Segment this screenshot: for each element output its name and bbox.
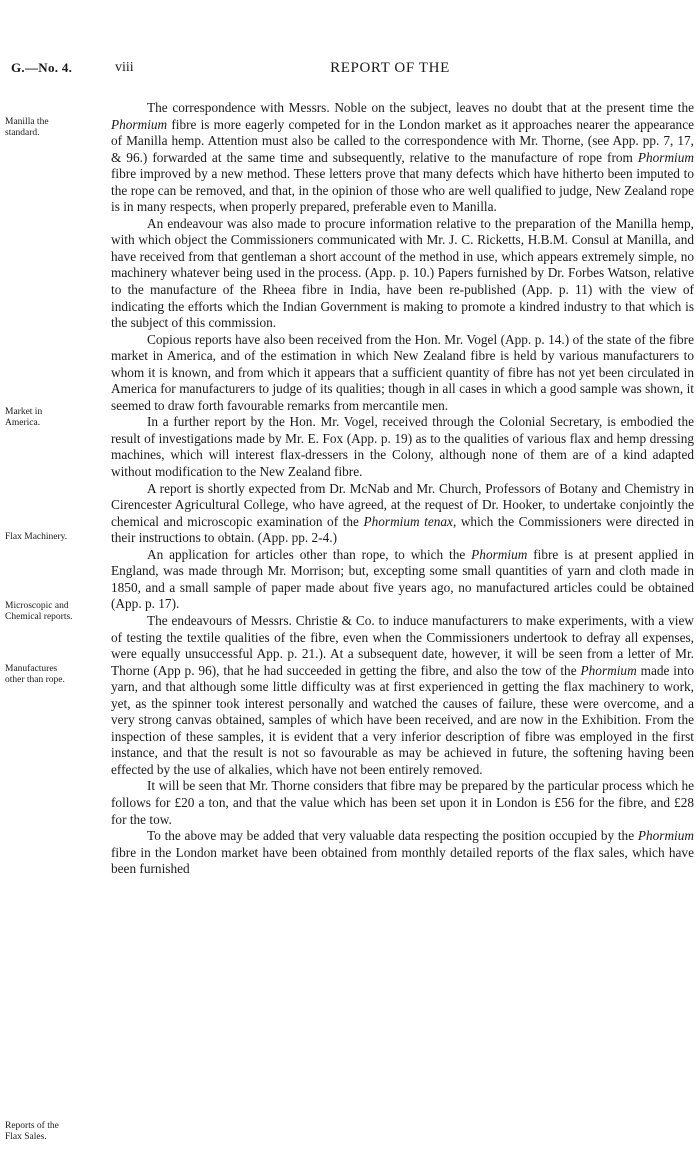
paragraph-market-america: Copious reports have also been received from the Hon. Mr. Vogel (App. p. 14.) of the state of the fibre market in America, and of the estimation in which New Zealand fibre is held by various manufacturers to whom it is known, and from which it appears that a sufficient quantity of fibre has not yet been circulated in America for manufacturers to judge of its qualities; though in all cases in which a good sample was shown, it seemed to draw forth favourable remarks from mercantile men. bbox=[111, 331, 694, 413]
sidenote-market-america: Market in America. bbox=[5, 407, 43, 428]
page-number: viii bbox=[115, 60, 134, 75]
paragraph-manilla-standard: The correspondence with Messrs. Noble on the subject, leaves no doubt that at the present time the Phormium fibre is more eagerly competed for in the London market as it approaches nearer the appearance of Manilla hemp. Attention must also be called to the correspondence with Mr. Thorne, (see App. pp. 7, 17, & 96.) forwarded at the same time and subsequently, relative to the manufacture of rope from Phormium fibre improved by a new method. These letters prove that many defects which have hitherto been imputed to the rope can be removed, and that, in the opinion of those who are well qualified to judge, New Zealand rope is in many respects, when properly prepared, preferable even to Manilla. bbox=[111, 100, 694, 215]
sidenote-manilla-standard: Manilla the standard. bbox=[5, 117, 49, 138]
paragraph-microscopic-chemical: A report is shortly expected from Dr. McNab and Mr. Church, Professors of Botany and Chemistry in Cirencester Agricultural College, who have agreed, at the request of Dr. Hooker, to undertake conjointly the chemical and microscopic examination of the Phormium tenax, which the Commissioners were directed in their instructions to obtain. (App. pp. 2-4.) bbox=[111, 480, 694, 546]
paragraph-fibre-value: It will be seen that Mr. Thorne considers that fibre may be prepared by the particular process which he follows for £20 a ton, and that the value which has been set upon it in London is £56 for the fibre, and £28 for the tow. bbox=[111, 778, 694, 827]
paragraph-christie-experiments: The endeavours of Messrs. Christie & Co. to induce manufacturers to make experiments, with a view of testing the textile qualities of the fibre, even when the Commissioners undertook to defray all expenses, were equally unsuccessful App. p. 21.). At a subsequent date, however, it will be seen from a letter of Mr. Thorne (App p. 96), that he had succeeded in getting the fibre, and also the tow of the Phormium made into yarn, and that although some little difficulty was at first experienced in getting the flax machinery to work, yet, as the spinner took interest personally and watched the causes of failure, these were overcome, and a very strong canvas obtained, samples of which have been received, and are now in the Exhibition. From the inspection of these samples, it is evident that a very inferior description of fibre was employed in the first instance, and that the result is not so favourable as may be achieved in future, the softening having been effected by the use of alkalies, which have not been entirely removed. bbox=[111, 612, 694, 777]
document-reference: G.—No. 4. bbox=[11, 60, 73, 75]
main-text bbox=[111, 100, 694, 878]
paragraph-flax-machinery: In a further report by the Hon. Mr. Vogel, received through the Colonial Secretary, is embodied the result of investigations made by Mr. E. Fox (App. p. 19) as to the qualities of various flax and hemp dressing machines, which will interest flax-dressers in the Colony, although none of them are of a kind adapted without modification to the New Zealand fibre. bbox=[111, 414, 694, 480]
sidenote-manufactures: Manufactures other than rope. bbox=[5, 664, 65, 685]
paragraph-flax-sales: To the above may be added that very valuable data respecting the position occupied by the Phormium fibre in the London market have been obtained from monthly detailed reports of the flax sales, which have been furnished bbox=[111, 828, 694, 877]
sidenote-flax-sales: Reports of the Flax Sales. bbox=[5, 1121, 59, 1142]
sidenote-microscopic-chemical: Microscopic and Chemical reports. bbox=[5, 601, 73, 622]
running-title: REPORT OF THE bbox=[330, 60, 450, 76]
paragraph-manilla-hemp-preparation: An endeavour was also made to procure information relative to the preparation of the Manilla hemp, with which object the Commissioners communicated with Mr. J. C. Ricketts, H.B.M. Consul at Manilla, and have received from that gentleman a short account of the method in use, which appears extremely simple, no machinery whatever being used in the process. (App. p. 10.) Papers furnished by Dr. Forbes Watson, relative to the manufacture of the Rheea fibre in India, have been re-published (App. p. 11) with the view of indicating the efforts which the Indian Government is making to promote a kindred industry to that which is the subject of this commission. bbox=[111, 215, 694, 331]
page-header bbox=[0, 60, 700, 80]
sidenote-flax-machinery: Flax Machinery. bbox=[5, 532, 68, 542]
paragraph-manufactures: An application for articles other than rope, to which the Phormium fibre is at present applied in England, was made through Mr. Morrison; but, excepting some small quantities of yarn and cloth made in 1850, and a small sample of paper made about five years ago, no manufactured articles could be obtained (App. p. 17). bbox=[111, 546, 694, 612]
